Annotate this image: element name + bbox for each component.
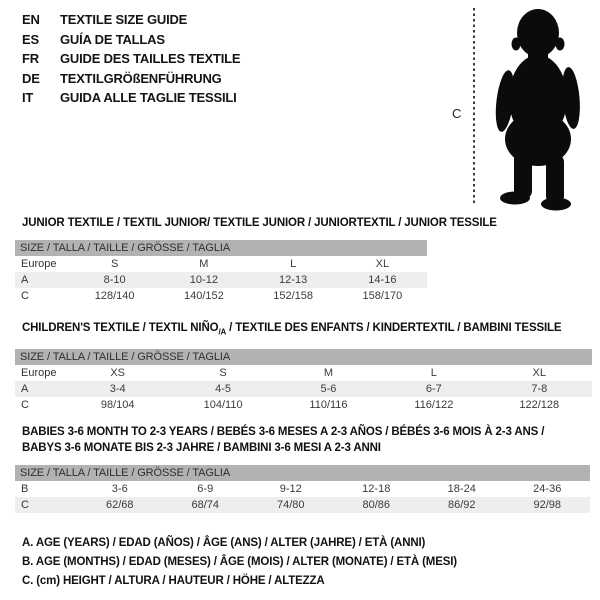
size-cell: M [323, 367, 334, 380]
size-cell: 140/152 [183, 290, 224, 302]
size-cell: 9-12 [279, 483, 302, 495]
language-row [22, 30, 240, 50]
size-cell: S [219, 367, 227, 380]
language-guide-title: GUÍA DE TALLAS [60, 31, 165, 47]
size-cell: 7-8 [487, 381, 592, 397]
table-title-line: BABYS 3-6 MONATE BIS 2-3 JAHRE / BAMBINI 3-6 MESI A 2-3 ANNI [22, 442, 381, 454]
table-row [15, 481, 590, 497]
size-cell: XL [375, 258, 390, 270]
size-cell: 8-10 [70, 272, 159, 288]
footnote-line: B. AGE (MONTHS) / EDAD (MESES) / ÂGE (MOIS) / ALTER (MONATE) / ETÀ (MESI) [22, 556, 457, 568]
table-row [15, 397, 592, 413]
language-row [22, 10, 240, 30]
language-guide-title: TEXTILGRÖßENFÜHRUNG [60, 70, 222, 86]
language-title-list [22, 10, 240, 108]
size-cell: 6-9 [197, 483, 214, 495]
row-label: B [21, 483, 29, 495]
table-row [15, 256, 427, 272]
language-guide-title: GUIDA ALLE TAGLIE TESSILI [60, 90, 237, 105]
size-cell: 80/86 [334, 497, 420, 513]
size-table-grid [15, 240, 427, 304]
toddler-silhouette-icon [486, 6, 594, 214]
size-cell: 4-5 [170, 381, 275, 397]
table-row [15, 381, 592, 397]
language-guide-title: TEXTILE SIZE GUIDE [60, 12, 188, 27]
footnote-line: A. AGE (YEARS) / EDAD (AÑOS) / ÂGE (ANS) / ALTER (JAHRE) / ETÀ (ANNI) [22, 537, 426, 549]
language-row [22, 69, 240, 89]
height-measure-line [473, 8, 475, 206]
size-cell: 62/68 [77, 497, 163, 513]
table-title-line: JUNIOR TEXTILE / TEXTIL JUNIOR/ TEXTILE JUNIOR / JUNIORTEXTIL / JUNIOR TESSILE [22, 217, 497, 229]
size-cell: 110/116 [309, 399, 348, 412]
row-label: A [15, 381, 65, 397]
size-cell: 98/104 [100, 399, 135, 412]
junior-size-table [15, 215, 497, 304]
size-cell: 68/74 [163, 497, 249, 513]
footnote-line: C. (cm) HEIGHT / ALTURA / HAUTEUR / HÖHE / ALTEZZA [22, 575, 325, 587]
row-label: A [15, 272, 70, 288]
size-cell: 86/92 [419, 497, 505, 513]
size-cell: 12-18 [362, 483, 391, 495]
size-table-grid [15, 349, 592, 413]
size-cell: 24-36 [533, 483, 562, 495]
row-label: C [21, 290, 29, 302]
language-code: DE [22, 70, 40, 86]
row-label: C [15, 497, 77, 513]
footnotes [22, 534, 457, 591]
height-measure-label: C [452, 106, 462, 121]
table-title-line: BABIES 3-6 MONTH TO 2-3 YEARS / BEBÉS 3-6 MESES A 2-3 AÑOS / BÉBÉS 3-6 MOIS À 2-3 ANS / [22, 426, 545, 438]
table-title [15, 424, 590, 456]
table-row [15, 288, 427, 304]
language-row [22, 49, 240, 69]
size-cell: XS [110, 367, 126, 380]
size-cell: 6-7 [381, 381, 486, 397]
babies-size-table [15, 424, 590, 513]
size-cell: 158/170 [362, 290, 403, 302]
size-cell: 10-12 [159, 272, 248, 288]
size-cell: 128/140 [94, 290, 135, 302]
size-cell: 116/122 [414, 399, 454, 412]
size-cell: L [430, 367, 437, 380]
size-table-grid [15, 465, 590, 513]
size-cell: 14-16 [338, 272, 427, 288]
table-title [15, 320, 592, 340]
table-header-label: SIZE / TALLA / TAILLE / GRÖSSE / TAGLIA [15, 240, 427, 256]
size-cell: 12-13 [249, 272, 338, 288]
size-cell: 3-4 [65, 381, 170, 397]
language-code: IT [22, 90, 34, 105]
size-cell: XL [532, 367, 547, 380]
table-header-label: SIZE / TALLA / TAILLE / GRÖSSE / TAGLIA [15, 465, 590, 481]
row-label: Europe [21, 258, 57, 270]
size-cell: 122/128 [519, 399, 560, 412]
row-label: Europe [21, 367, 57, 380]
size-cell: 18-24 [447, 483, 476, 495]
table-header-band [15, 465, 590, 481]
table-row [15, 497, 590, 513]
language-row [22, 88, 240, 108]
size-cell: M [199, 258, 209, 270]
table-title [15, 215, 497, 231]
size-cell: 74/80 [248, 497, 334, 513]
size-cell: 104/110 [203, 399, 243, 412]
table-row [15, 272, 427, 288]
language-guide-title: GUIDE DES TAILLES TEXTILE [60, 51, 241, 66]
size-cell: 92/98 [505, 497, 591, 513]
table-header-label: SIZE / TALLA / TAILLE / GRÖSSE / TAGLIA [15, 349, 592, 365]
table-row [15, 365, 592, 381]
size-cell: 152/158 [273, 290, 313, 302]
table-header-band [15, 349, 592, 365]
language-code: EN [22, 12, 40, 27]
size-cell: 5-6 [276, 381, 381, 397]
language-code: FR [22, 51, 39, 66]
row-label: C [21, 399, 29, 412]
size-cell: S [110, 258, 119, 270]
children-size-table [15, 320, 592, 413]
table-header-band [15, 240, 427, 256]
size-cell: L [290, 258, 297, 270]
table-title-line: CHILDREN'S TEXTILE / TEXTIL $NIÑO_{/A}$ / TEXTILE DES ENFANTS / KINDERTEXTIL / BAMBINI TESSILE [22, 322, 562, 337]
language-code: ES [22, 31, 39, 47]
size-cell: 3-6 [111, 483, 128, 495]
